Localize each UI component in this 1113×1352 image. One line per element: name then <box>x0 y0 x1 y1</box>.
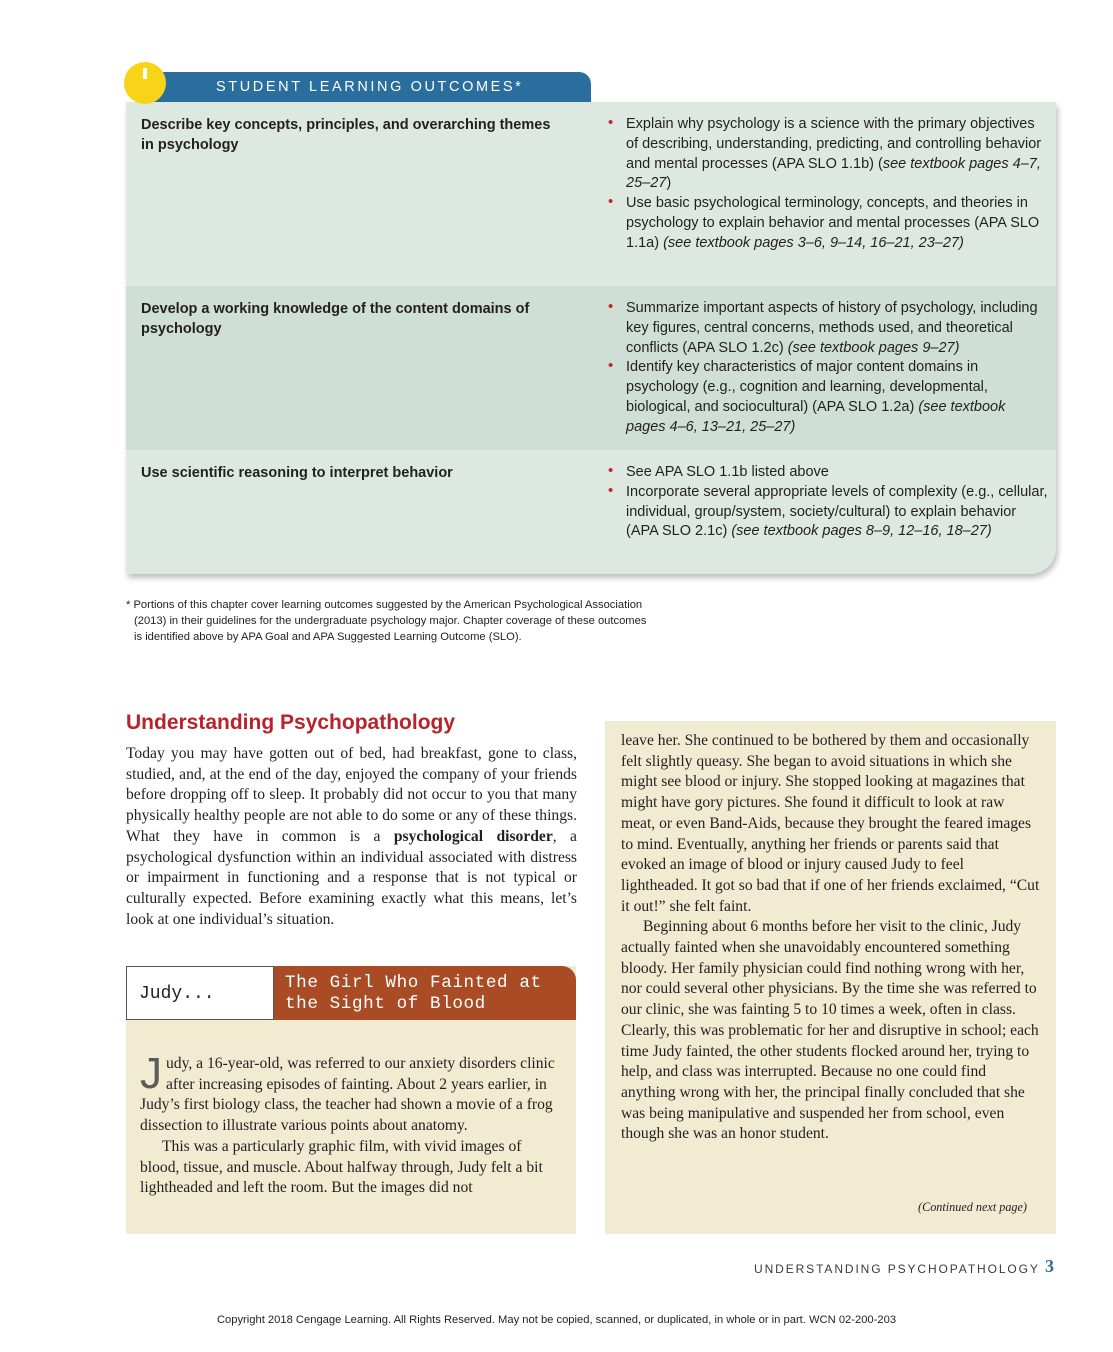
outcome-bullet: • Explain why psychology is a science with the primary objectives of describing, understanding, predicting, and controlling behavior and mental processes (APA SLO 1.1b) (see textbook pages 4–7, 25–27) <box>608 115 1048 194</box>
page-number: 3 <box>1045 1256 1054 1276</box>
clock-icon <box>124 62 166 104</box>
learning-outcomes-title: STUDENT LEARNING OUTCOMES* <box>144 72 591 102</box>
outcome-topic: Describe key concepts, principles, and overarching themes in psychology <box>141 117 551 153</box>
outcome-row <box>126 102 1056 286</box>
outcome-bullet: • Summarize important aspects of history of psychology, including key figures, central concerns, methods used, and theoretical conflicts (APA SLO 1.2c) (see textbook pages 9–27) <box>608 299 1048 358</box>
outcome-topic: Develop a working knowledge of the content domains of psychology <box>141 301 530 337</box>
copyright-notice: Copyright 2018 Cengage Learning. All Rights Reserved. May not be copied, scanned, or duplicated, in whole or in part. WCN 02-200-203 <box>216 1314 897 1326</box>
outcome-bullets <box>608 115 1048 254</box>
running-head: UNDERSTANDING PSYCHOPATHOLOGY <box>754 1262 1040 1276</box>
case-text-right <box>621 731 1041 1145</box>
footnote: * Portions of this chapter cover learning outcomes suggested by the American Psychological Association (2013) in their guidelines for the undergraduate psychology major. Chapter coverage of these outcomes is identified above by APA Goal and APA Suggested Learning Outcome (SLO). <box>126 599 647 643</box>
outcome-row <box>126 286 1056 450</box>
case-paragraph: leave her. She continued to be bothered by them and occasionally felt slightly queasy. She began to avoid situations in which she might see blood or injury. She stopped looking at magazines that might have gory pictures. She found it difficult to look at raw meat, or even Band-Aids, because they brought the feared images to mind. Eventually, anything her friends or parents said that evoked an image of blood or injury caused Judy to feel lightheaded. It got so bad that if one of her friends exclaimed, “Cut it out!” she felt faint. <box>621 732 1040 915</box>
key-term: psychological disorder <box>393 827 553 845</box>
outcome-bullet: • See APA SLO 1.1b listed above <box>608 463 1048 483</box>
case-paragraph: Beginning about 6 months before her visit to the clinic, Judy actually fainted when she unavoidably encountered something bloody. Her family physician could find nothing wrong with her, nor could several other physicians. By the time she was referred to our clinic, she was fainting 5 to 10 times a week, often in class. Clearly, this was problematic for her and disruptive in school; each time Judy fainted, the other students flocked around her, trying to help, and class was interrupted. Because no one could find anything wrong with her, the principal finally concluded that she was being manipulative and suspended her from school, even though she was an honor student. <box>621 918 1039 1143</box>
case-text-left <box>140 1049 562 1199</box>
outcome-bullets <box>608 299 1048 438</box>
outcome-row <box>126 450 1056 574</box>
learning-outcomes-box <box>126 102 1056 574</box>
outcome-topic: Use scientific reasoning to interpret behavior <box>141 465 453 481</box>
outcome-bullet: • Incorporate several appropriate levels of complexity (e.g., cellular, individual, group/system, society/cultural) to explain behavior (APA SLO 2.1c) (see textbook pages 8–9, 12–16, 18–27) <box>608 483 1048 542</box>
case-title: The Girl Who Fainted at the Sight of Blood <box>274 966 576 1020</box>
body-paragraph: Today you may have gotten out of bed, had breakfast, gone to class, studied, and, at the end of the day, enjoyed the company of your friends before dropping off to sleep. It probably did not occur to you that many physically healthy people are not able to do some or any of these things. What they have in common is a psychological disorder, a psychological dysfunction within an individual associated with distress or impairment in functioning and a response that is not typical or culturally expected. Before examining exactly what this means, let’s look at one individual’s situation. <box>126 745 577 928</box>
case-paragraph: Judy, a 16-year-old, was referred to our anxiety disorders clinic after increasing episodes of fainting. About 2 years earlier, in Judy’s first biology class, the teacher had shown a movie of a frog dissection to illustrate various points about anatomy. <box>140 1049 555 1135</box>
drop-cap: J <box>140 1049 162 1098</box>
outcome-bullet: • Use basic psychological terminology, concepts, and theories in psychology to explain behavior and mental processes (APA SLO 1.1a) (see textbook pages 3–6, 9–14, 16–21, 23–27) <box>608 194 1048 253</box>
continued-note: (Continued next page) <box>918 1200 1027 1214</box>
outcome-bullets <box>608 463 1048 542</box>
section-heading: Understanding Psychopathology <box>126 711 456 734</box>
outcome-bullet: • Identify key characteristics of major content domains in psychology (e.g., cognition and learning, developmental, biological, and sociocultural) (APA SLO 1.2a) (see textbook pages 4–6, 13–21, 25–27) <box>608 358 1048 437</box>
case-paragraph: This was a particularly graphic film, with vivid images of blood, tissue, and muscle. About halfway through, Judy felt a bit lightheaded and left the room. But the images did not <box>140 1137 543 1197</box>
case-name: Judy... <box>126 966 274 1020</box>
